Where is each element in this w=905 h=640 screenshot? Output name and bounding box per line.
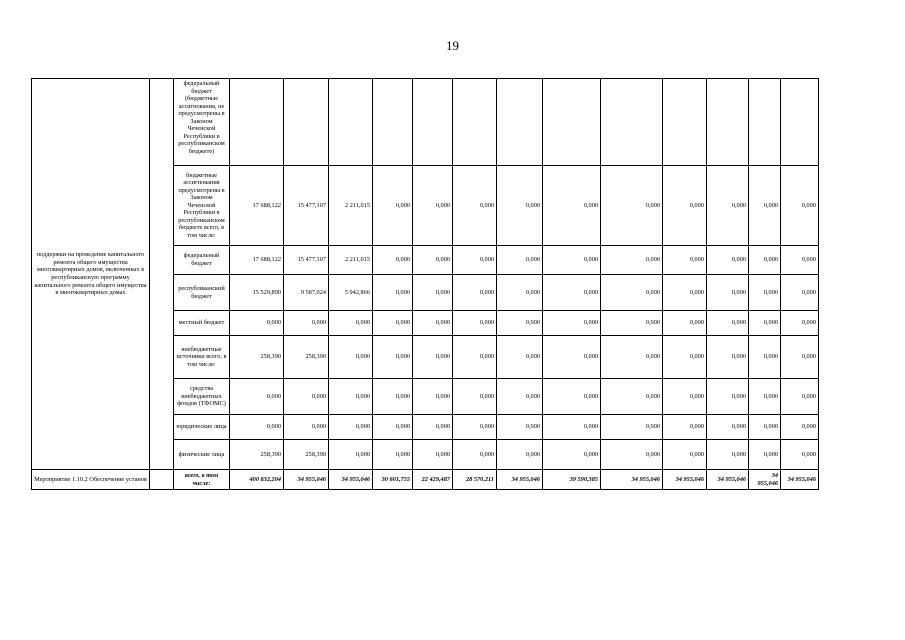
amount-cell: 0,000 [663, 246, 707, 275]
amount-cell [413, 79, 453, 166]
amount-cell: 0,000 [230, 379, 284, 415]
amount-cell: 0,000 [453, 336, 497, 379]
amount-cell [284, 79, 329, 166]
table-row [32, 79, 866, 166]
amount-cell: 34 955,046 [781, 470, 819, 490]
funding-source-cell: федеральный бюджет [174, 246, 230, 275]
amount-cell [601, 79, 663, 166]
amount-cell: 0,000 [707, 379, 749, 415]
amount-cell: 17 688,122 [230, 246, 284, 275]
amount-cell: 15 529,890 [230, 275, 284, 311]
amount-cell [373, 79, 413, 166]
amount-cell: 34 955,046 [707, 470, 749, 490]
funding-source-cell: местный бюджет [174, 311, 230, 336]
amount-cell [497, 79, 543, 166]
funding-source-cell: внебюджетные источники всего, в том числе: [174, 336, 230, 379]
amount-cell: 0,000 [781, 415, 819, 440]
amount-cell: 0,000 [543, 440, 601, 470]
amount-cell: 0,000 [497, 166, 543, 246]
amount-cell: 15 477,107 [284, 166, 329, 246]
amount-cell: 0,000 [497, 440, 543, 470]
amount-cell: 34 955,046 [749, 470, 781, 490]
amount-cell: 34 955,046 [663, 470, 707, 490]
amount-cell: 0,000 [749, 311, 781, 336]
empty-cell [150, 470, 174, 490]
amount-cell: 34 955,046 [329, 470, 373, 490]
amount-cell: 0,000 [373, 379, 413, 415]
amount-cell: 0,000 [781, 336, 819, 379]
amount-cell: 258,390 [284, 440, 329, 470]
amount-cell: 0,000 [373, 311, 413, 336]
funding-source-cell: физические лица [174, 440, 230, 470]
amount-cell: 0,000 [453, 246, 497, 275]
amount-cell: 0,000 [497, 336, 543, 379]
amount-cell: 0,000 [329, 336, 373, 379]
amount-cell [749, 79, 781, 166]
amount-cell: 0,000 [749, 440, 781, 470]
amount-cell: 0,000 [373, 440, 413, 470]
amount-cell [707, 79, 749, 166]
amount-cell: 0,000 [601, 311, 663, 336]
amount-cell: 0,000 [781, 275, 819, 311]
amount-cell: 0,000 [781, 166, 819, 246]
amount-cell: 0,000 [707, 415, 749, 440]
amount-cell: 0,000 [543, 379, 601, 415]
amount-cell: 0,000 [453, 379, 497, 415]
amount-cell: 0,000 [781, 440, 819, 470]
funding-source-cell: юридические лица [174, 415, 230, 440]
amount-cell: 28 570,211 [453, 470, 497, 490]
amount-cell: 258,390 [230, 440, 284, 470]
empty-cell [150, 79, 174, 470]
amount-cell: 0,000 [663, 440, 707, 470]
amount-cell: 0,000 [749, 275, 781, 311]
amount-cell: 0,000 [543, 246, 601, 275]
amount-cell: 39 590,385 [543, 470, 601, 490]
amount-cell: 258,390 [284, 336, 329, 379]
amount-cell: 0,000 [373, 415, 413, 440]
amount-cell [663, 79, 707, 166]
amount-cell: 0,000 [781, 246, 819, 275]
amount-cell: 0,000 [413, 246, 453, 275]
amount-cell: 0,000 [663, 311, 707, 336]
amount-cell: 15 477,107 [284, 246, 329, 275]
amount-cell: 0,000 [453, 275, 497, 311]
amount-cell [230, 79, 284, 166]
amount-cell: 0,000 [781, 379, 819, 415]
amount-cell: 0,000 [543, 275, 601, 311]
amount-cell: 0,000 [707, 246, 749, 275]
amount-cell: 0,000 [329, 311, 373, 336]
amount-cell [329, 79, 373, 166]
amount-cell: 0,000 [663, 336, 707, 379]
amount-cell: 0,000 [284, 415, 329, 440]
amount-cell: 0,000 [707, 166, 749, 246]
amount-cell: 0,000 [230, 415, 284, 440]
amount-cell: 0,000 [413, 275, 453, 311]
amount-cell: 0,000 [781, 311, 819, 336]
amount-cell: 0,000 [413, 440, 453, 470]
amount-cell: 0,000 [497, 246, 543, 275]
amount-cell: 0,000 [284, 379, 329, 415]
budget-table [31, 78, 866, 490]
funding-source-cell: федеральный бюджет (бюджетные ассигнования, не предусмотрены в Законом Чеченской Республики в республиканском бюджете) [174, 79, 230, 166]
amount-cell: 0,000 [749, 415, 781, 440]
amount-cell: 0,000 [497, 275, 543, 311]
amount-cell: 0,000 [663, 415, 707, 440]
amount-cell: 0,000 [497, 415, 543, 440]
amount-cell [781, 79, 819, 166]
amount-cell: 0,000 [453, 166, 497, 246]
amount-cell: 0,000 [413, 166, 453, 246]
amount-cell: 0,000 [601, 275, 663, 311]
amount-cell: 0,000 [749, 246, 781, 275]
amount-cell: 0,000 [707, 336, 749, 379]
funding-source-cell: средства внебюджетных фондов (ТФОМС) [174, 379, 230, 415]
amount-cell: 0,000 [373, 275, 413, 311]
funding-source-cell: бюджетные ассигнования предусмотрены в Законом Чеченской Республики в республиканском бюджете всего, в том числе: [174, 166, 230, 246]
amount-cell: 2 211,015 [329, 166, 373, 246]
amount-cell: 0,000 [413, 336, 453, 379]
amount-cell: 9 587,024 [284, 275, 329, 311]
amount-cell: 0,000 [601, 166, 663, 246]
amount-cell: 0,000 [543, 166, 601, 246]
amount-cell: 0,000 [601, 415, 663, 440]
measure-description-cell: поддержки на проведение капитального ремонта общего имущества многоквартирных домов, включенных в республиканскую программу капитального ремонта общего имущества в многоквартирных домах [32, 79, 150, 470]
amount-cell: 0,000 [749, 336, 781, 379]
amount-cell: 0,000 [749, 166, 781, 246]
amount-cell: 0,000 [497, 379, 543, 415]
amount-cell: 0,000 [663, 379, 707, 415]
amount-cell: 0,000 [230, 311, 284, 336]
table-row-total [32, 470, 866, 490]
amount-cell: 0,000 [329, 379, 373, 415]
funding-source-cell: республиканский бюджет [174, 275, 230, 311]
amount-cell: 0,000 [749, 379, 781, 415]
amount-cell: 34 955,046 [497, 470, 543, 490]
amount-cell: 0,000 [707, 275, 749, 311]
amount-cell: 0,000 [543, 336, 601, 379]
amount-cell: 34 955,046 [601, 470, 663, 490]
amount-cell: 0,000 [497, 311, 543, 336]
measure-title-cell: Мероприятие 1.10.2 Обеспечение установ [32, 470, 150, 490]
amount-cell: 2 211,015 [329, 246, 373, 275]
amount-cell: 0,000 [373, 246, 413, 275]
amount-cell: 0,000 [413, 379, 453, 415]
amount-cell: 0,000 [663, 166, 707, 246]
amount-cell: 400 832,204 [230, 470, 284, 490]
amount-cell: 0,000 [453, 440, 497, 470]
amount-cell: 0,000 [413, 311, 453, 336]
amount-cell: 0,000 [453, 415, 497, 440]
amount-cell: 0,000 [543, 311, 601, 336]
amount-cell: 0,000 [601, 246, 663, 275]
amount-cell: 0,000 [601, 379, 663, 415]
amount-cell: 258,390 [230, 336, 284, 379]
amount-cell: 0,000 [453, 311, 497, 336]
amount-cell: 17 688,122 [230, 166, 284, 246]
amount-cell: 0,000 [707, 311, 749, 336]
amount-cell [453, 79, 497, 166]
amount-cell: 30 601,755 [373, 470, 413, 490]
page-number: 19 [446, 38, 459, 53]
amount-cell: 0,000 [373, 166, 413, 246]
funding-source-cell: всего, в том числе: [174, 470, 230, 490]
amount-cell: 34 955,046 [284, 470, 329, 490]
amount-cell: 0,000 [601, 336, 663, 379]
amount-cell: 0,000 [663, 275, 707, 311]
amount-cell: 0,000 [601, 440, 663, 470]
amount-cell: 22 429,487 [413, 470, 453, 490]
amount-cell: 0,000 [413, 415, 453, 440]
amount-cell [543, 79, 601, 166]
amount-cell: 0,000 [329, 415, 373, 440]
amount-cell: 5 942,866 [329, 275, 373, 311]
amount-cell: 0,000 [284, 311, 329, 336]
amount-cell: 0,000 [707, 440, 749, 470]
amount-cell: 0,000 [373, 336, 413, 379]
amount-cell: 0,000 [543, 415, 601, 440]
amount-cell: 0,000 [329, 440, 373, 470]
